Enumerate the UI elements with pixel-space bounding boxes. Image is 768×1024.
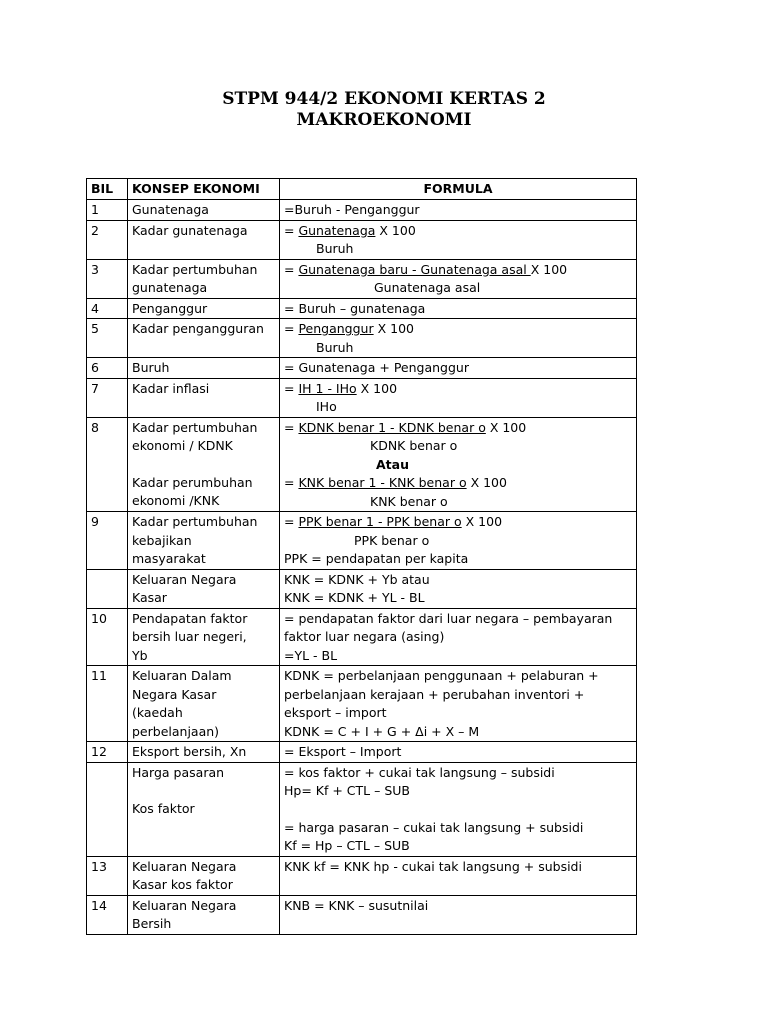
table-row (87, 378, 637, 417)
table-row (87, 856, 637, 895)
numerator: KDNK benar 1 - KDNK benar o (298, 419, 486, 435)
concept-cell: Kadar pertumbuhan ekonomi / KDNK Kadar perumbuhan ekonomi /KNK (128, 417, 280, 512)
header-konsep: KONSEP EKONOMI (128, 179, 280, 200)
denominator: Buruh (316, 241, 354, 256)
row-number: 2 (87, 220, 128, 259)
table-row (87, 608, 637, 666)
numerator: Penganggur (298, 321, 374, 336)
concept-cell: Kadar inflasi (128, 378, 280, 417)
denominator: PPK benar o (354, 532, 430, 548)
table-row (87, 319, 637, 358)
formula-cell: = IH 1 - IHo X 100 IHo (280, 378, 637, 417)
numerator: Gunatenaga baru - Gunatenaga asal (298, 261, 531, 277)
formula-cell: = PPK benar 1 - PPK benar o X 100 PPK benar o PPK = pendapatan per kapita (280, 512, 637, 570)
formula-cell: KNK kf = KNK hp - cukai tak langsung + subsidi (280, 856, 637, 895)
row-number (87, 762, 128, 856)
row-number: 8 (87, 417, 128, 512)
concept-cell: Buruh (128, 358, 280, 379)
row-number: 7 (87, 378, 128, 417)
row-number: 11 (87, 666, 128, 742)
numerator: PPK benar 1 - PPK benar o (298, 514, 462, 529)
formula-cell: = Gunatenaga X 100 Buruh (280, 220, 637, 259)
header-formula: FORMULA (280, 179, 637, 200)
table-row (87, 666, 637, 742)
concept-cell: Kadar pengangguran (128, 319, 280, 358)
numerator: KNK benar 1 - KNK benar o (298, 475, 467, 490)
table-row (87, 220, 637, 259)
denominator: Gunatenaga asal (374, 280, 481, 295)
table-row (87, 895, 637, 934)
document-title: STPM 944/2 EKONOMI KERTAS 2 (222, 89, 546, 109)
concept-cell: Kadar pertumbuhan kebajikan masyarakat (128, 512, 280, 570)
row-number: 3 (87, 259, 128, 298)
atau-label: Atau (376, 456, 409, 472)
formula-cell: = Gunatenaga + Penganggur (280, 358, 637, 379)
concept-cell: Kadar pertumbuhan gunatenaga (128, 259, 280, 298)
note: PPK = pendapatan per kapita (284, 551, 469, 566)
row-number: 6 (87, 358, 128, 379)
table-row (87, 358, 637, 379)
table-row (87, 200, 637, 221)
table-row (87, 512, 637, 570)
formula-cell: =Buruh - Penganggur (280, 200, 637, 221)
table-row (87, 762, 637, 856)
table-row (87, 417, 637, 512)
row-number: 1 (87, 200, 128, 221)
row-number: 5 (87, 319, 128, 358)
row-number: 9 (87, 512, 128, 570)
concept-cell: Harga pasaran Kos faktor (128, 762, 280, 856)
concept-cell: Penganggur (128, 298, 280, 319)
row-number: 14 (87, 895, 128, 934)
formula-cell: = Buruh – gunatenaga (280, 298, 637, 319)
denominator: KNK benar o (370, 493, 448, 509)
denominator: KDNK benar o (370, 438, 458, 453)
table-row (87, 569, 637, 608)
formula-cell: = Gunatenaga baru - Gunatenaga asal X 100 Gunatenaga asal (280, 259, 637, 298)
denominator: Buruh (316, 339, 354, 355)
concept-cell: Kadar gunatenaga (128, 220, 280, 259)
header-bil: BIL (87, 179, 128, 200)
formula-cell: = Penganggur X 100 Buruh (280, 319, 637, 358)
row-number: 4 (87, 298, 128, 319)
formula-cell: = kos faktor + cukai tak langsung – subsidi Hp= Kf + CTL – SUB = harga pasaran – cukai tak langsung + subsidi Kf = Hp – CTL – SUB (280, 762, 637, 856)
formula-cell: KDNK = perbelanjaan penggunaan + pelaburan + perbelanjaan kerajaan + perubahan inventori + eksport – import KDNK = C + I + G + Δi + X – M (280, 666, 637, 742)
table-row (87, 742, 637, 763)
row-number (87, 569, 128, 608)
formula-cell: = pendapatan faktor dari luar negara – pembayaran faktor luar negara (asing) =YL - BL (280, 608, 637, 666)
denominator: IHo (316, 399, 337, 414)
concept-cell: Keluaran Negara Kasar (128, 569, 280, 608)
document-subtitle: MAKROEKONOMI (296, 110, 472, 130)
formula-table (86, 178, 637, 935)
concept-cell: Keluaran Dalam Negara Kasar (kaedah perbelanjaan) (128, 666, 280, 742)
numerator: IH 1 - IHo (298, 380, 357, 396)
row-number: 10 (87, 608, 128, 666)
formula-cell: = KDNK benar 1 - KDNK benar o X 100 KDNK benar o Atau = KNK benar 1 - KNK benar o X 100 KNK benar o (280, 417, 637, 512)
row-number: 13 (87, 856, 128, 895)
table-row (87, 298, 637, 319)
concept-cell: Keluaran Negara Bersih (128, 895, 280, 934)
formula-cell: KNB = KNK – susutnilai (280, 895, 637, 934)
concept-cell: Pendapatan faktor bersih luar negeri, Yb (128, 608, 280, 666)
concept-cell: Keluaran Negara Kasar kos faktor (128, 856, 280, 895)
numerator: Gunatenaga (298, 222, 376, 238)
table-row (87, 259, 637, 298)
table-header-row (87, 179, 637, 200)
concept-cell: Eksport bersih, Xn (128, 742, 280, 763)
formula-cell: KNK = KDNK + Yb atau KNK = KDNK + YL - BL (280, 569, 637, 608)
concept-cell: Gunatenaga (128, 200, 280, 221)
row-number: 12 (87, 742, 128, 763)
formula-cell: = Eksport – Import (280, 742, 637, 763)
